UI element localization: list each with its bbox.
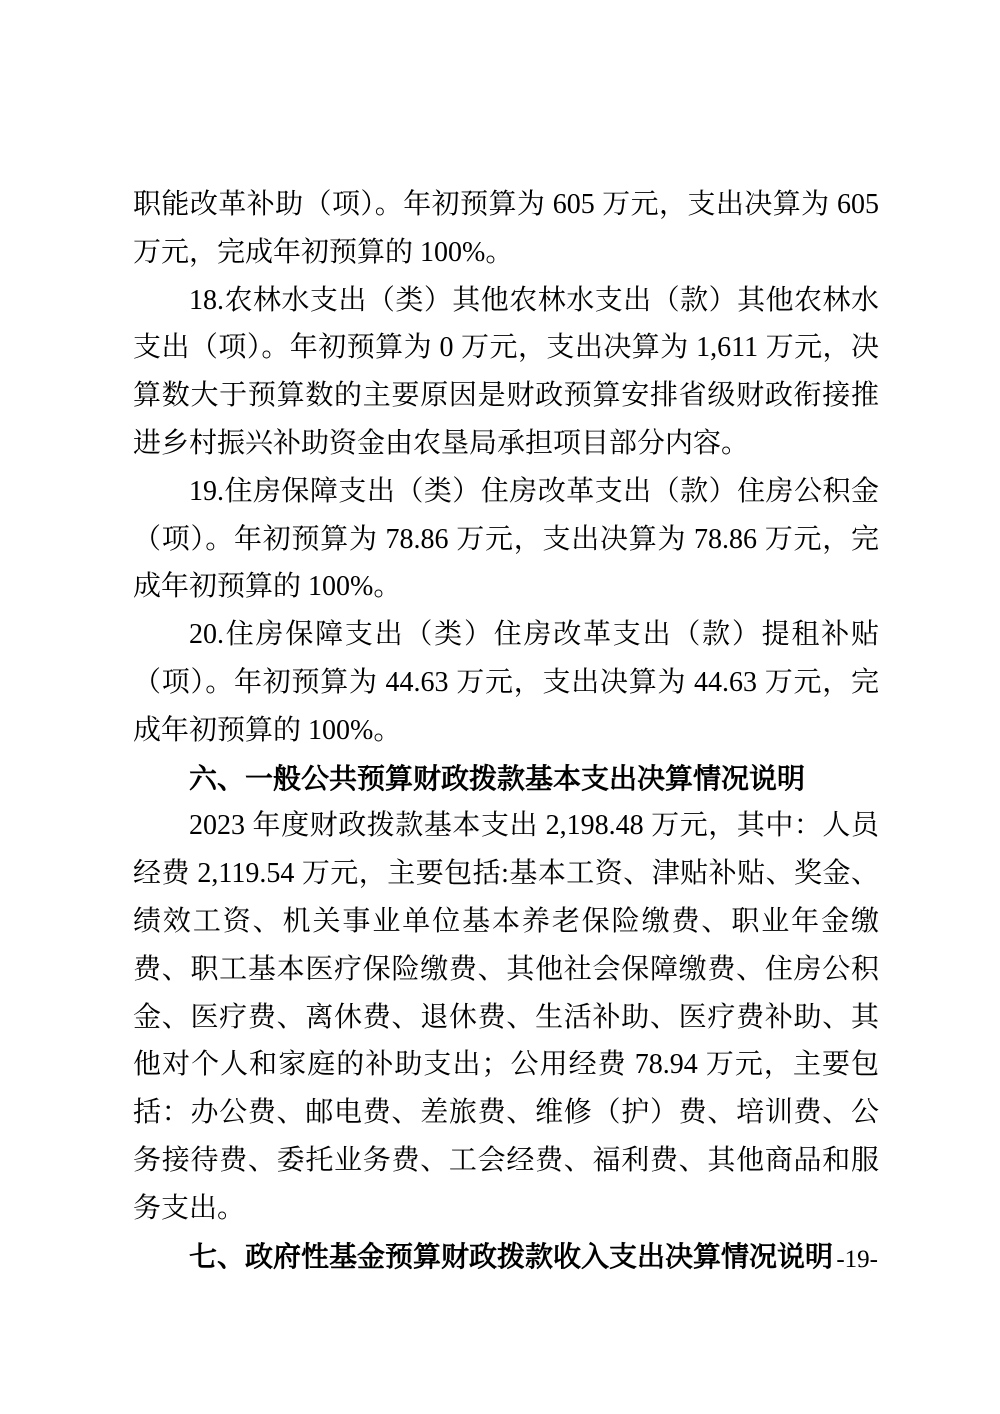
paragraph-item-18: 18.农林水支出（类）其他农林水支出（款）其他农林水支出（项）。年初预算为 0 万元，支出决算为 1,611 万元，决算数大于预算数的主要原因是财政预算安排省级财政衔接推进乡村振兴补助资金由农垦局承担项目部分内容。 — [133, 284, 879, 459]
paragraph-continuation: 职能改革补助（项）。年初预算为 605 万元，支出决算为 605 万元，完成年初预算的 100%。 — [133, 189, 879, 268]
paragraph-item-20: 20.住房保障支出（类）住房改革支出（款）提租补贴（项）。年初预算为 44.63 万元，支出决算为 44.63 万元，完成年初预算的 100%。 — [133, 619, 879, 746]
paragraph-basic-expenditure: 2023 年度财政拨款基本支出 2,198.48 万元，其中：人员经费 2,119.54 万元，主要包括:基本工资、津贴补贴、奖金、绩效工资、机关事业单位基本养老保险缴费、职业年金缴费、职工基本医疗保险缴费、其他社会保障缴费、住房公积金、医疗费、离休费、退休费、生活补助、医疗费补助、其他对个人和家庭的补助支出；公用经费 78.94 万元，主要包括：办公费、邮电费、差旅费、维修（护）费、培训费、公务接待费、委托业务费、工会经费、福利费、其他商品和服务支出。 — [133, 810, 879, 1224]
section-heading-7: 七、政府性基金预算财政拨款收入支出决算情况说明 — [189, 1240, 834, 1272]
page-content — [133, 181, 879, 1280]
section-heading-6: 六、一般公共预算财政拨款基本支出决算情况说明 — [189, 762, 806, 794]
paragraph-item-19: 19.住房保障支出（类）住房改革支出（款）住房公积金（项）。年初预算为 78.86 万元，支出决算为 78.86 万元，完成年初预算的 100%。 — [133, 475, 879, 603]
page-number: -19- — [836, 1246, 878, 1273]
